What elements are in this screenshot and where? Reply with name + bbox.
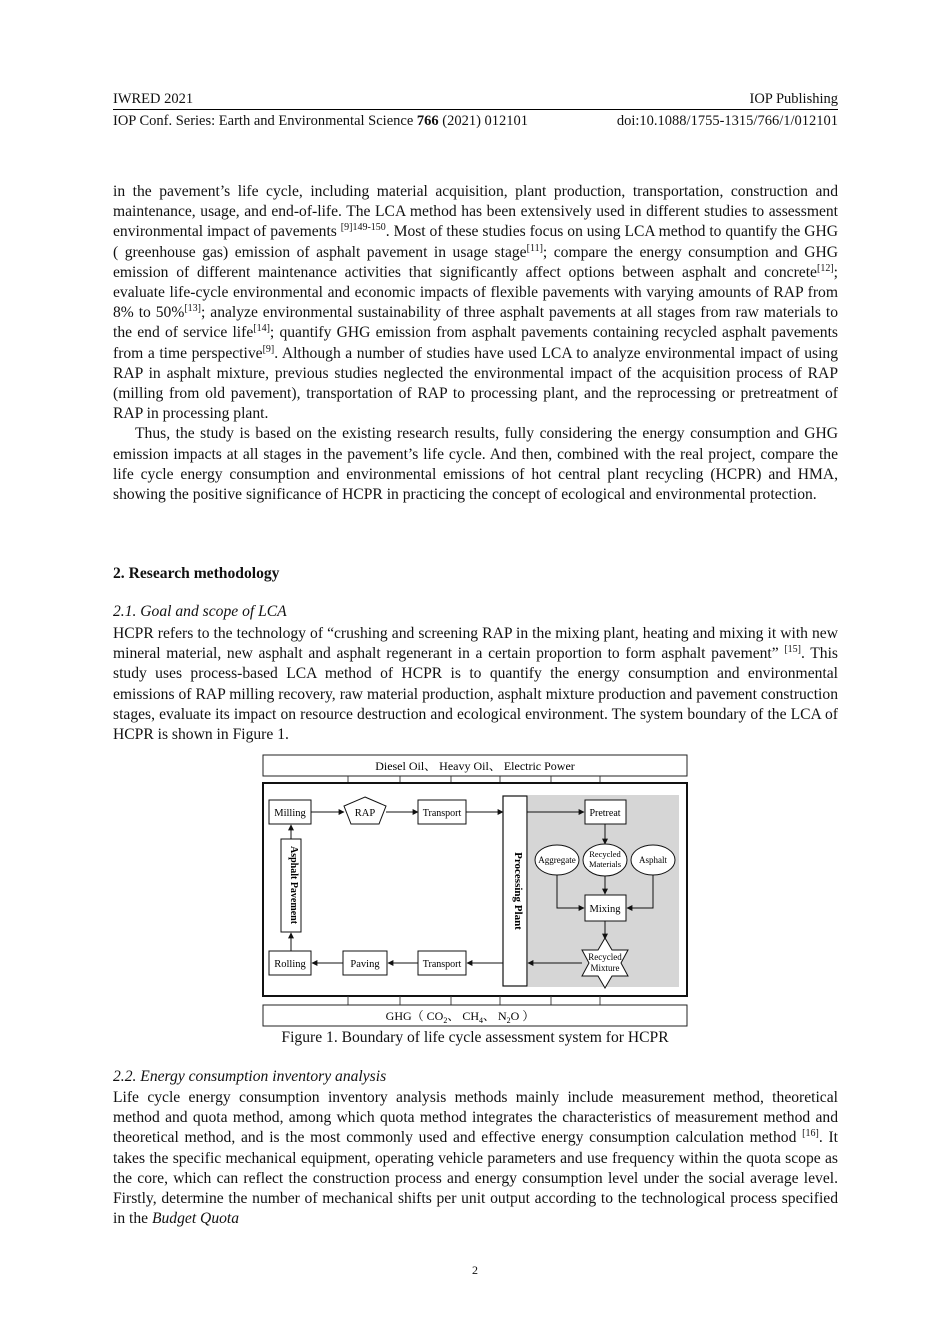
recycled-materials-label-2: Materials bbox=[588, 859, 622, 869]
recycled-mixture-label-2: Mixture bbox=[590, 963, 620, 973]
transport-bottom-label: Transport bbox=[422, 959, 462, 970]
milling-label: Milling bbox=[274, 808, 306, 819]
subsection-heading: 2.1. Goal and scope of LCA bbox=[113, 603, 287, 620]
recycled-mixture-label-1: Recycled bbox=[588, 952, 622, 962]
subsection-heading: 2.2. Energy consumption inventory analysis bbox=[113, 1068, 387, 1085]
asphalt-label: Asphalt bbox=[639, 855, 667, 865]
aggregate-label: Aggregate bbox=[538, 855, 576, 865]
paving-label: Paving bbox=[350, 959, 380, 970]
asphalt-pavement-label: Asphalt Pavement bbox=[288, 845, 299, 925]
rap-label: RAP bbox=[354, 808, 376, 819]
energy-inventory-paragraph: Life cycle energy consumption inventory analysis methods mainly include measurement method, theoretical method and quota method, among which quota method integrates the characteristics of measurement method and theoretical method, and is the most commonly used and effective energy consumption calculation method [16]. It takes the specific mechanical equipment, operating vehicle parameters and use frequency within the quota scope as the core, which can reflect the construction process and energy consumption level under the social average level. Firstly, determine the number of mechanical shifts per unit output according to the technological process specified in the Budget Quota bbox=[113, 1089, 838, 1228]
goal-scope-paragraph: HCPR refers to the technology of “crushing and screening RAP in the mixing plant, heating and mixing it with new mineral material, new asphalt and asphalt regenerant in a certain proportion to form asphalt pavement” [15]. This study uses process-based LCA method of HCPR is to quantify the energy consumption and environmental emissions of RAP milling recovery, raw material production, asphalt mixture production and pavement construction stages, evaluate its impact on resource destruction and ecological environment. The system boundary of the LCA of HCPR is shown in Figure 1. bbox=[113, 625, 838, 744]
conference-name: IWRED 2021 bbox=[113, 91, 194, 107]
doi: doi:10.1088/1755-1315/766/1/012101 bbox=[616, 113, 838, 129]
rolling-label: Rolling bbox=[274, 959, 306, 970]
mixing-label: Mixing bbox=[589, 904, 621, 915]
section-heading: 2. Research methodology bbox=[113, 565, 280, 582]
series-info: IOP Conf. Series: Earth and Environmental Science 766 (2021) 012101 bbox=[113, 113, 529, 129]
page-number: 2 bbox=[472, 1263, 478, 1277]
figure-caption: Figure 1. Boundary of life cycle assessment system for HCPR bbox=[281, 1029, 669, 1046]
transport-top-label: Transport bbox=[422, 808, 462, 819]
intro-paragraph-continued: in the pavement’s life cycle, including material acquisition, plant production, transportation, construction and maintenance, usage, and end-of-life. The LCA method has been extensively used in different studies to assessment environmental impact of pavements $^{[9]149-150}$. Most of these studies focus on using LCA method to quantify the GHG ( greenhouse gas) emission of asphalt pavement in usage stage[11]; compare the energy consumption and GHG emission of different maintenance activities that significantly affect options between asphalt and concrete[12]; evaluate life-cycle environmental and economic impacts of flexible pavements with varying amounts of RAP from 8% to 50%[13]; analyze environmental sustainability of three asphalt pavements at all stages from raw materials to the end of service life[14]; quantify GHG emission from asphalt pavements containing recycled asphalt pavements from a time perspective[9]. Although a number of studies have used LCA to analyze environmental impact of using RAP in asphalt mixture, previous studies neglected the environmental impact of the acquisition process of RAP (milling from old pavement), transportation of RAP to processing plant, and the reprocessing or pretreatment of RAP in processing plant. Thus, the study is based on the existing research results, fully considering the energy consumption and GHG emission impacts at all stages in the pavement’s life cycle. And then, combined with the real project, compare the life cycle energy consumption and environmental emissions of hot central plant recycling (HCPR) and HMA, showing the positive significance of HCPR in practicing the concept of ecological and environmental protection. bbox=[113, 183, 838, 504]
processing-plant-label: Processing Plant bbox=[512, 852, 524, 930]
recycled-materials-label-1: Recycled bbox=[589, 849, 621, 859]
energy-input-label: Diesel Oil、 Heavy Oil、 Electric Power bbox=[375, 759, 575, 773]
header-rule bbox=[113, 109, 838, 110]
emissions-output-label: GHG（ $CO_2$、 $CH_4$、 $N_2O$ ） bbox=[385, 1009, 535, 1025]
pretreat-label: Pretreat bbox=[589, 808, 621, 819]
hcpr-boundary-diagram bbox=[255, 752, 695, 1032]
publisher-name: IOP Publishing bbox=[749, 91, 838, 107]
